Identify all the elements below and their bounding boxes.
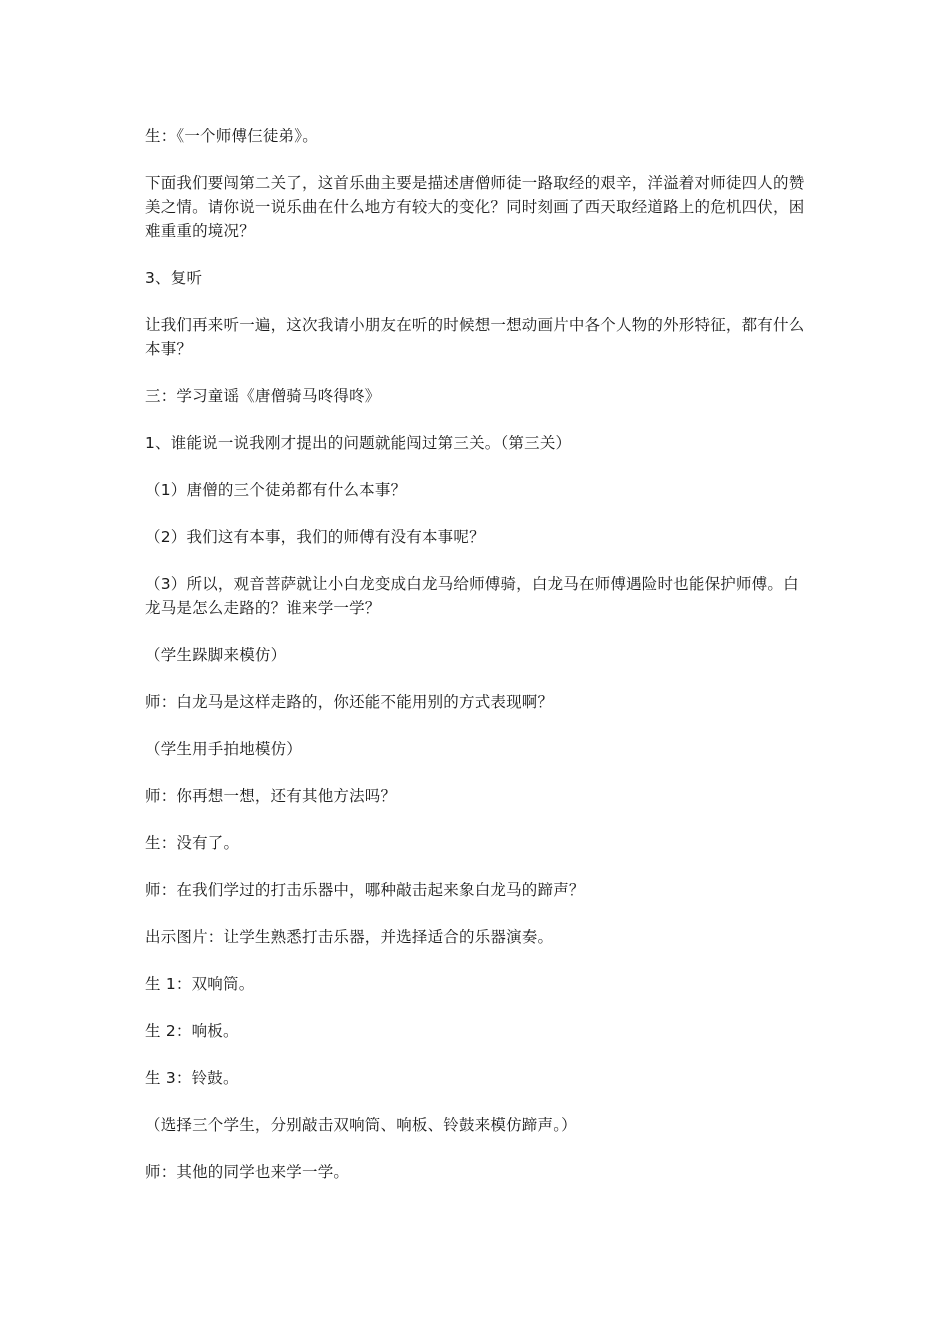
paragraph-teacher-think-again: 师：你再想一想，还有其他方法吗？ — [145, 787, 397, 805]
paragraph-question-2: （2）我们这有本事，我们的师傅有没有本事呢？ — [145, 528, 485, 546]
paragraph-relisten-instruction: 让我们再来听一遍，这次我请小朋友在听的时候想一想动画片中各个人物的外形特征，都有什么本事？ — [145, 316, 805, 358]
paragraph-choose-three-students: （选择三个学生，分别敲击双响筒、响板、铃鼓来模仿蹄声。） — [145, 1116, 577, 1134]
paragraph-teacher-other-ways: 师：白龙马是这样走路的，你还能不能用别的方式表现啊？ — [145, 693, 554, 711]
paragraph-show-pictures: 出示图片：让学生熟悉打击乐器，并选择适合的乐器演奏。 — [145, 928, 554, 946]
paragraph-student-answer-title: 生：《一个师傅仨徒弟》。 — [145, 127, 318, 145]
paragraph-section-nursery-rhyme: 三：学习童谣《唐僧骑马咚得咚》 — [145, 387, 381, 405]
paragraph-student-no-more: 生：没有了。 — [145, 834, 240, 852]
paragraph-student-1: 生 1：双响筒。 — [145, 975, 255, 993]
paragraph-student-clap: （学生用手拍地模仿） — [145, 740, 303, 758]
paragraph-student-2: 生 2：响板。 — [145, 1022, 239, 1040]
paragraph-teacher-percussion: 师：在我们学过的打击乐器中，哪种敲击起来象白龙马的蹄声？ — [145, 881, 585, 899]
paragraph-student-stomp: （学生跺脚来模仿） — [145, 646, 287, 664]
paragraph-second-level-intro: 下面我们要闯第二关了，这首乐曲主要是描述唐僧师徒一路取经的艰辛，洋溢着对师徒四人的赞美之情。请你说一说乐曲在什么地方有较大的变化？同时刻画了西天取经道路上的危机四伏，困难重重的境况？ — [145, 174, 805, 240]
document-page — [145, 124, 810, 1207]
paragraph-question-3: （3）所以，观音菩萨就让小白龙变成白龙马给师傅骑，白龙马在师傅遇险时也能保护师傅。白龙马是怎么走路的？谁来学一学？ — [145, 575, 799, 617]
paragraph-student-3: 生 3：铃鼓。 — [145, 1069, 239, 1087]
paragraph-question-1: （1）唐僧的三个徒弟都有什么本事？ — [145, 481, 407, 499]
paragraph-third-level-question: 1、谁能说一说我刚才提出的问题就能闯过第三关。（第三关） — [145, 434, 572, 452]
paragraph-section-relisten: 3、复听 — [145, 269, 203, 287]
paragraph-teacher-others-learn: 师：其他的同学也来学一学。 — [145, 1163, 350, 1181]
